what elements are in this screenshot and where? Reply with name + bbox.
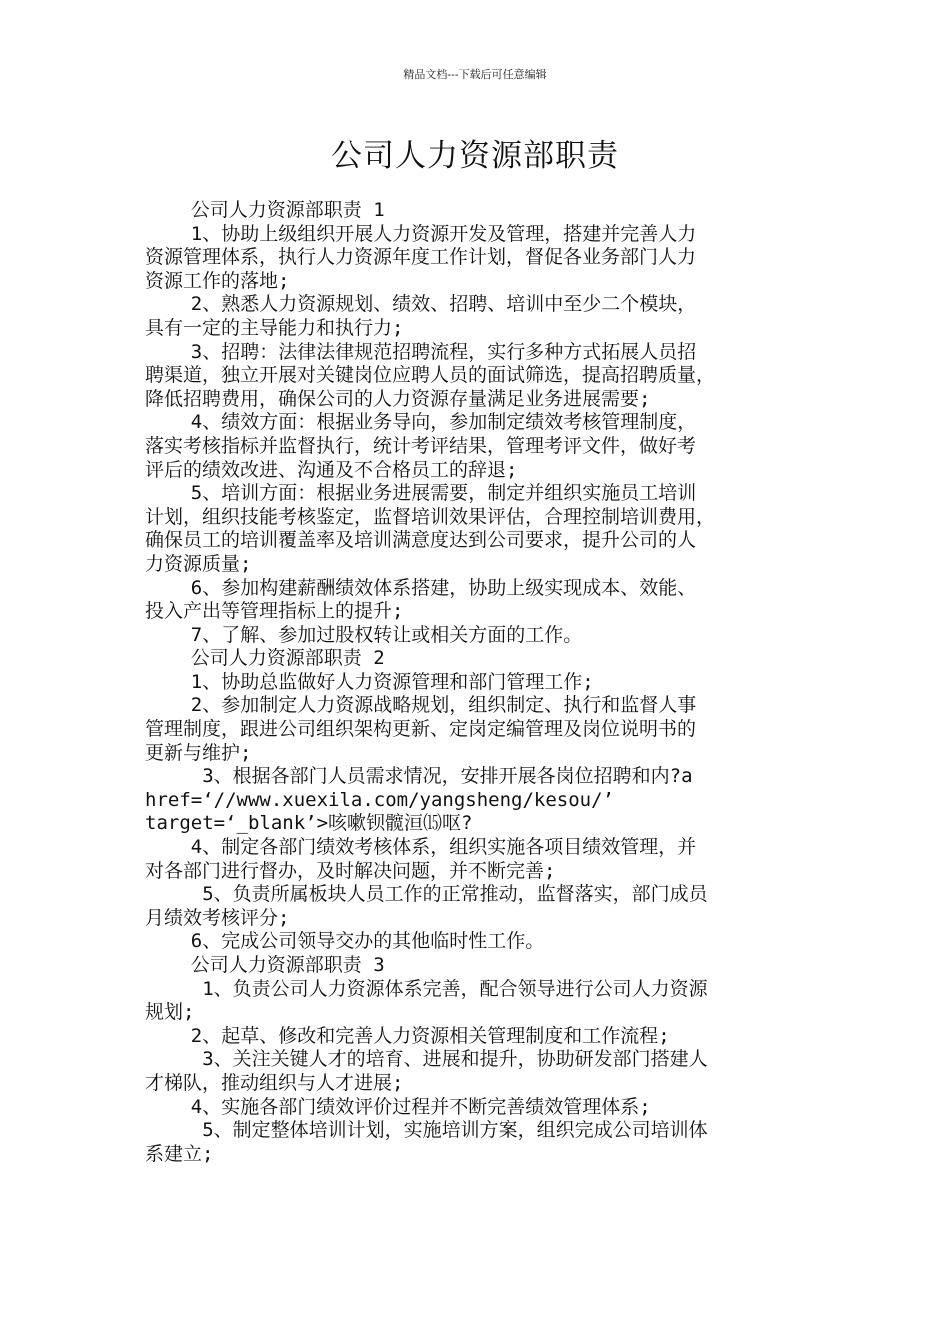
body-line: 公司人力资源部职责 2	[145, 647, 385, 670]
body-line: 5、制定整体培训计划，实施培训方案，组织完成公司培训体	[145, 1119, 708, 1142]
body-line: 资源工作的落地;	[145, 269, 290, 292]
body-line: href=‘//www.xuexila.com/yangsheng/kesou/’	[145, 788, 614, 811]
body-line: target=‘_blank’>咳嗽钡髋洹⒂呕?	[145, 812, 473, 835]
body-line: 5、负责所属板块人员工作的正常推动，监督落实，部门成员	[145, 883, 708, 906]
body-line: 确保员工的培训覆盖率及培训满意度达到公司要求，提升公司的人	[145, 529, 697, 552]
body-line: 6、参加构建薪酬绩效体系搭建，协助上级实现成本、效能、	[145, 576, 697, 599]
body-line: 公司人力资源部职责 1	[145, 199, 385, 221]
body-line: 4、制定各部门绩效考核体系，组织实施各项目绩效管理，并	[145, 836, 697, 859]
body-line: 2、熟悉人力资源规划、绩效、招聘、培训中至少二个模块，	[145, 293, 697, 316]
body-line: 系建立;	[145, 1142, 214, 1165]
body-line: 评后的绩效改进、沟通及不合格员工的辞退;	[145, 458, 518, 481]
body-line: 落实考核指标并监督执行，统计考评结果，管理考评文件，做好考	[145, 434, 697, 457]
body-line: 1、负责公司人力资源体系完善，配合领导进行公司人力资源	[145, 977, 708, 1000]
document-body	[145, 199, 810, 1166]
document-title: 公司人力资源部职责	[331, 138, 619, 174]
body-line: 管理制度，跟进公司组织架构更新、定岗定编管理及岗位说明书的	[145, 718, 697, 741]
body-line: 降低招聘费用，确保公司的人力资源存量满足业务进展需要;	[145, 387, 651, 410]
body-line: 2、起草、修改和完善人力资源相关管理制度和工作流程;	[145, 1024, 670, 1047]
body-line: 资源管理体系，执行人力资源年度工作计划，督促各业务部门人力	[145, 246, 697, 269]
body-line: 规划;	[145, 1001, 195, 1024]
body-line: 投入产出等管理指标上的提升;	[145, 600, 404, 623]
body-line: 3、关注关键人才的培育、进展和提升，协助研发部门搭建人	[145, 1048, 708, 1071]
body-line: 4、绩效方面：根据业务导向，参加制定绩效考核管理制度，	[145, 411, 697, 434]
body-line: 5、培训方面：根据业务进展需要，制定并组织实施员工培训	[145, 482, 697, 505]
body-line: 聘渠道，独立开展对关键岗位应聘人员的面试筛选，提高招聘质量，	[145, 364, 716, 387]
body-line: 6、完成公司领导交办的其他临时性工作。	[145, 930, 545, 953]
body-line: 具有一定的主导能力和执行力;	[145, 316, 404, 339]
body-line: 月绩效考核评分;	[145, 906, 290, 929]
body-line: 对各部门进行督办，及时解决问题，并不断完善;	[145, 859, 556, 882]
body-line: 才梯队，推动组织与人才进展;	[145, 1071, 404, 1094]
body-line: 计划，组织技能考核鉴定，监督培训效果评估，合理控制培训费用，	[145, 505, 716, 528]
body-line: 1、协助总监做好人力资源管理和部门管理工作;	[145, 670, 594, 693]
body-line: 更新与维护;	[145, 741, 252, 764]
body-line: 力资源质量;	[145, 552, 252, 575]
body-line: 3、招聘：法律法律规范招聘流程，实行多种方式拓展人员招	[145, 340, 697, 363]
header-note: 精品文档---下载后可任意编辑	[403, 68, 547, 81]
body-line: 2、参加制定人力资源战略规划，组织制定、执行和监督人事	[145, 694, 697, 717]
body-line: 7、了解、参加过股权转让或相关方面的工作。	[145, 623, 583, 646]
body-line: 4、实施各部门绩效评价过程并不断完善绩效管理体系;	[145, 1095, 651, 1118]
body-line: 1、协助上级组织开展人力资源开发及管理，搭建并完善人力	[145, 222, 697, 245]
body-line: 公司人力资源部职责 3	[145, 954, 385, 976]
body-line: 3、根据各部门人员需求情况，安排开展各岗位招聘和内?a	[145, 765, 693, 788]
